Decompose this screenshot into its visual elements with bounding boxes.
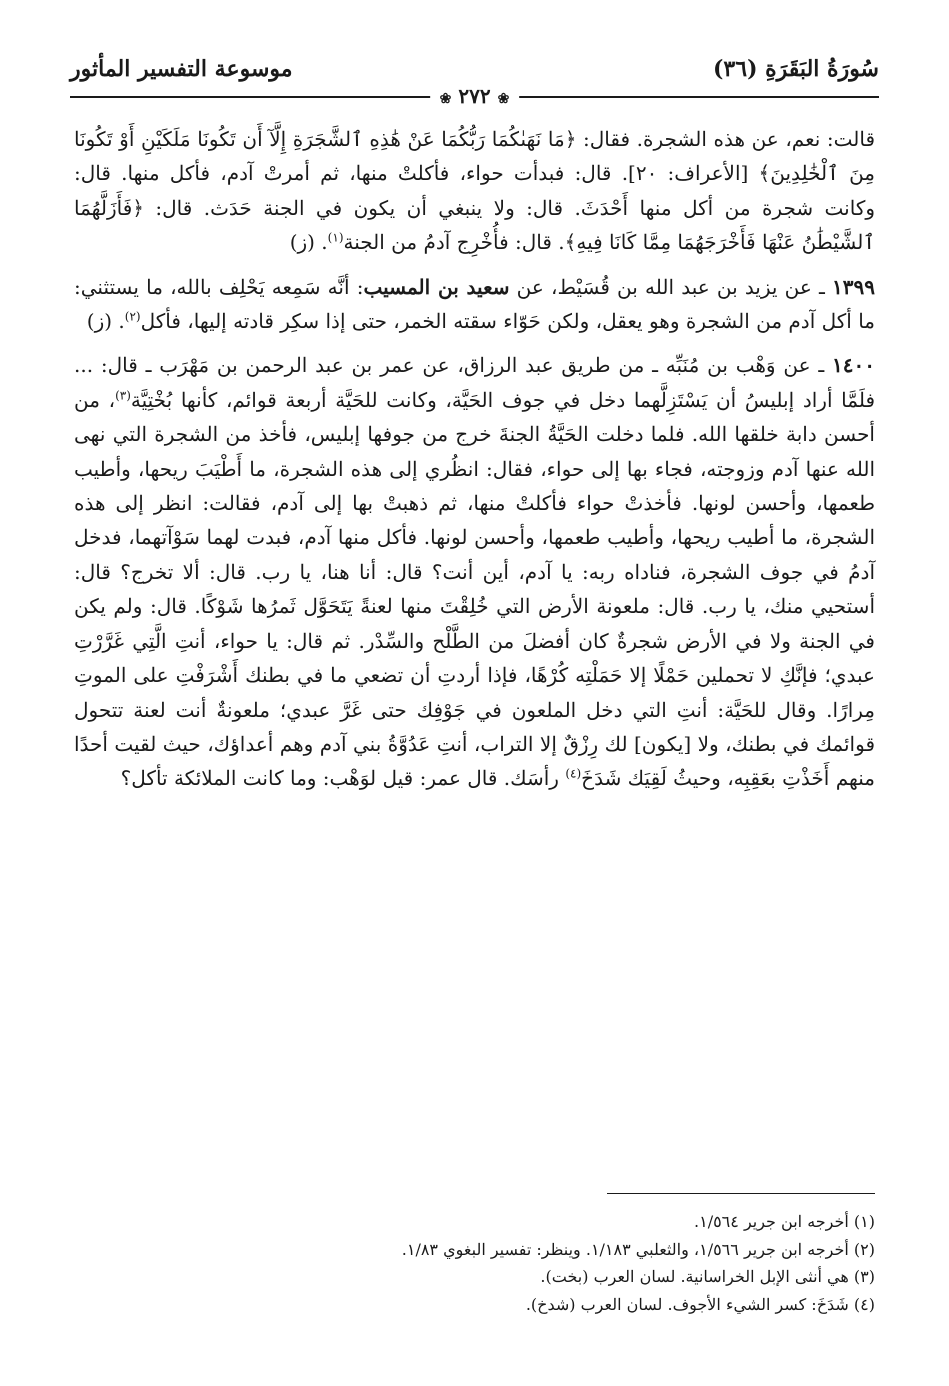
text-line: . (ز) <box>289 230 328 255</box>
footnote-ref: (٢) <box>124 309 141 324</box>
text-line: يكون في الجنة حَدَث. قال: ﴿فَأَزَلَّهُمَا ٱلشَّيْطَٰنُ عَنْهَا فَأَخْرَجَهُمَا مِمَّا كَانَا فِيهِ﴾. قال: <box>74 195 875 255</box>
ornament-left-icon: ❀ <box>439 91 452 107</box>
text-line: الأرض شجرةٌ كان أفضلَ من الطَّلْح والسِّدْر. ثم قال: يا حواء، أنتِ الَّتِي غَرَّرْتِ <box>74 628 728 653</box>
text-line: آدم، فأكل منها. قال: وكانت شجرة من أكل منها أَحْدَثَ. قال: ولا ينبغي أن <box>74 161 876 220</box>
text-line: أربعة قوائم، كأنها بُخْتِيَّة <box>130 387 327 412</box>
text-line: فبدت لهما سَوْآتهما، فدخل آدمُ في جوف الشجرة، فناداه ربه: يا آدم، أين أنت؟ <box>74 525 876 584</box>
paragraph-gap <box>74 338 875 348</box>
text-line: أَشْرَفْتِ على الموتِ مِرارًا. وقال للحَيَّة: أنتِ التي دخل الملعون في جَوْفِك حتى غَرَّ <box>74 663 876 722</box>
footnote-ref: (١) <box>327 230 344 245</box>
footnote: (٣) هي أنثى الإبل الخراسانية. لسان العرب (بخت). <box>540 1267 875 1286</box>
page-number-group <box>430 84 520 108</box>
ornament-right-icon: ❀ <box>497 91 510 107</box>
text-line: بالله، ما يستثني: ما أكل آدم من الشجرة وهو يعقل، ولكن حَوّاء سقته الخمر، حتى <box>74 274 875 334</box>
narrator-name: سعيد بن المسيب <box>363 274 510 299</box>
main-text <box>74 122 875 796</box>
footnote-ref: (٣) <box>115 388 131 403</box>
footnotes <box>74 1208 875 1318</box>
footnote: (١) أخرجه ابن جرير ١/٥٦٤. <box>694 1212 875 1231</box>
page-header <box>70 52 879 106</box>
text-line: إلى حواء، فقال: انظُري إلى هذه الشجرة، ما أَطْيَبَ ريحها، وأطيب طعمها، <box>74 456 875 516</box>
paragraph-gap <box>74 260 875 270</box>
text-line: مَلَكَيْنِ أَوْ تَكُونَا مِنَ ٱلْخَٰلِدِينَ﴾ [الأعراف: ٢٠]. قال: فبدأت حواء، فأكلتْ منها، ثم أمرتْ <box>74 127 876 186</box>
text-line: ـ عن يزيد بن عبد الله بن قُسَيْط، عن <box>509 274 833 299</box>
text-line: ، من أحسن دابة خلقها الله. فلما دخلت الحَيَّةُ الجنةَ <box>74 387 875 447</box>
text-line: هذه الشجرة، ما أطيب ريحها، وأطيب طعمها، وأحسن لونها. فأكل منها آدم، <box>74 491 876 550</box>
text-line: رأسَك. قال عمر: قيل لوَهْب: وما كانت الملائكة تأكل؟ <box>120 766 566 791</box>
text-line: فأُخْرِج آدمُ من الجنة <box>343 230 509 255</box>
text-line: : أنَّه سَمِعه يَحْلِف <box>218 274 364 299</box>
text-line: قال: أنا هنا، يا رب. قال: ألا تخرج؟ قال: أستحيي منك، يا رب. قال: ملعونة <box>74 559 875 619</box>
text-line: عبدي؛ ملعونةٌ أنت لعنة تتحول قوائمك في بطنك، ولا [يكون] لك رِزْقٌ إلا <box>74 697 875 756</box>
text-line: وأحسن لونها. فأخذتْ حواء فأكلتْ منها، ثم ذهبتْ بها إلى آدم، فقالت: انظر إلى <box>115 491 807 516</box>
hadith-number: ١٣٩٩ <box>832 274 876 299</box>
footnote-divider <box>607 1193 875 1194</box>
paragraph-2 <box>74 270 875 339</box>
text-line: إذا سكِر قادته إليها، فأكل <box>140 309 346 334</box>
text-line: . (ز) <box>86 309 125 334</box>
page-number: ٢٧٢ <box>458 84 491 108</box>
text-line: خرج من جوفها إبليس، فأخذ من الشجرة التي نهى الله عنها آدم وزوجته، فجاء بها <box>74 422 876 481</box>
footnote: (٤) شَدَخَ: كسر الشيء الأجوف. لسان العرب (شدخ). <box>525 1294 875 1314</box>
footnote: (٢) أخرجه ابن جرير ١/٥٦٦، والثعلبي ١/١٨٣. وينظر: تفسير البغوي ١/٨٣. <box>401 1239 875 1259</box>
text-line: ـ عن وَهْب بن مُنَبِّه ـ من طريق عبد الرزاق، عن عمر بن عبد الرحمن بن <box>216 353 833 378</box>
text-line: الأرض التي خُلِقْتَ منها لعنةً يَتَحَوَّل ثَمرُها شَوْكًا. قال: ولم يكن في الجنة ولا في <box>74 594 875 653</box>
text-line: قالت: نعم، عن هذه الشجرة. فقال: ﴿مَا نَهَىٰكُمَا رَبُّكُمَا عَنْ هَٰذِهِ ٱلشَّجَرَةِ إِلَّآ أَن تَكُونَا <box>197 127 876 151</box>
text-line: وحيثُ لَقِيَك شَدَخَ <box>581 766 721 791</box>
footnote-ref: (٤) <box>565 766 582 781</box>
text-line: عبدي؛ فإنَّكِ لا تحملين حَمْلًا إلا حَمَلْتِه كُرْهًا، فإذا أردتِ أن تضعي ما في بطنك <box>245 663 875 688</box>
paragraph-1 <box>74 122 875 260</box>
text-line: التراب، أنتِ عَدُوَّةُ بني آدم وهم أعداؤك، حيث لقيت أحدًا منهم أَخَذْتِ بعَقِبِه، <box>74 731 875 791</box>
text-line: مَهْرَب ـ قال: ... فلَمَّا أراد إبليسُ أن يَسْتَزِلَّهما دخل في جوف الحَيَّة، وكانت للحَيَّة <box>74 353 876 412</box>
paragraph-3 <box>74 348 875 795</box>
hadith-number: ١٤٠٠ <box>832 353 875 378</box>
surah-label: سُورَةُ البَقَرَةِ (٣٦) <box>713 56 879 82</box>
book-title: موسوعة التفسير المأثور <box>70 56 293 82</box>
